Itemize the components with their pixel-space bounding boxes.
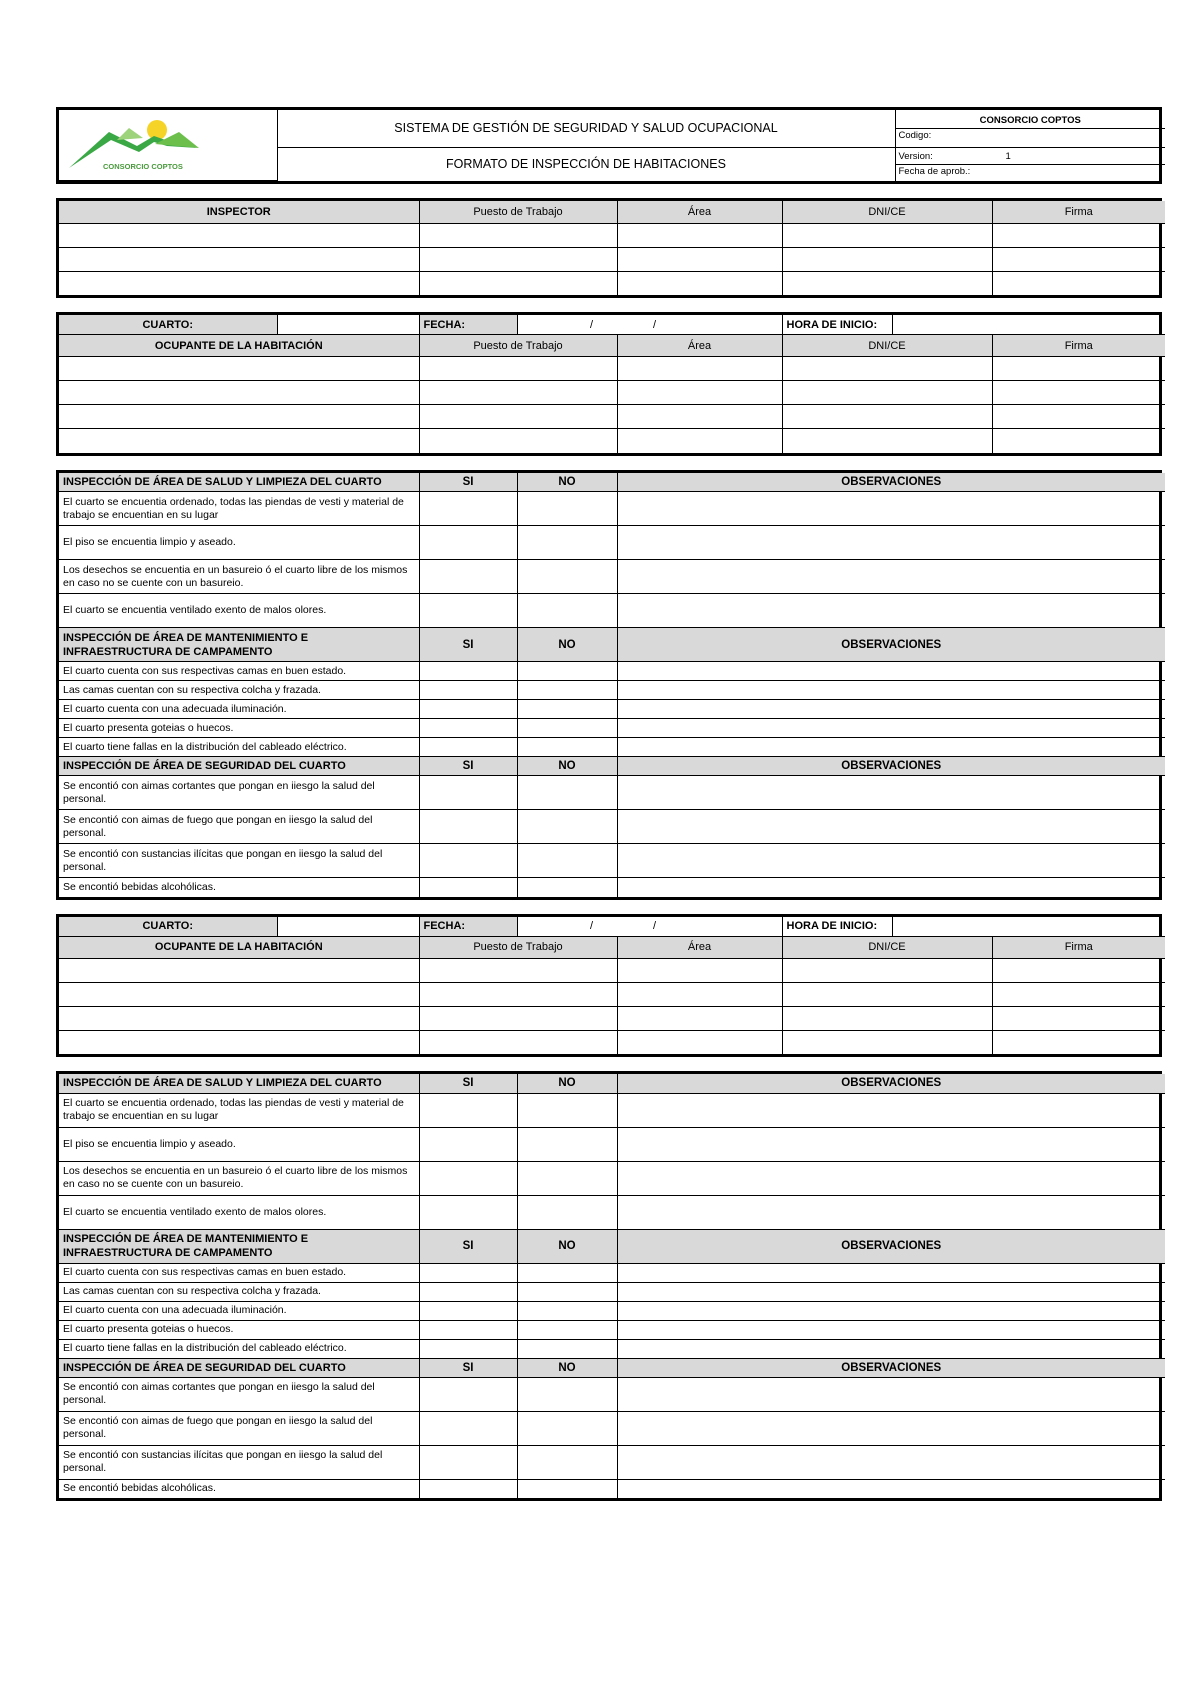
puesto-cell[interactable] (419, 381, 617, 405)
checklist-row (59, 1195, 1165, 1229)
col-firma: Firma (992, 335, 1165, 357)
fecha-input[interactable] (517, 917, 782, 936)
obs-cell[interactable] (617, 1282, 1165, 1301)
no-header: NO (517, 757, 617, 776)
date-separator: / (589, 920, 594, 932)
si-cell[interactable] (419, 594, 517, 628)
checklist-question: El cuarto se encuentia ventilado exento de malos olores. (59, 594, 419, 628)
si-cell[interactable] (419, 1127, 517, 1161)
obs-cell[interactable] (617, 1339, 1165, 1358)
date-separator: / (589, 318, 594, 331)
checklist-row (59, 776, 1165, 810)
fecha-label: FECHA: (419, 917, 517, 936)
table-row (59, 247, 1165, 271)
no-cell[interactable] (517, 1377, 617, 1411)
salud-section-title: INSPECCIÓN DE ÁREA DE SALUD Y LIMPIEZA DEL CUARTO (59, 473, 419, 492)
checklist-question: Se encontió con aimas cortantes que pongan en iiesgo la salud del personal. (59, 1377, 419, 1411)
mantenimiento-section-title: INSPECCIÓN DE ÁREA DE MANTENIMIENTO E INFRAESTRUCTURA DE CAMPAMENTO (59, 1229, 419, 1263)
si-cell[interactable] (419, 1282, 517, 1301)
col-area: Área (617, 201, 782, 223)
inspector-name-cell[interactable] (59, 223, 419, 247)
format-title: FORMATO DE INSPECCIÓN DE HABITACIONES (277, 147, 895, 180)
area-cell[interactable] (617, 405, 782, 429)
puesto-cell[interactable] (419, 405, 617, 429)
no-cell[interactable] (517, 1093, 617, 1127)
col-firma: Firma (992, 201, 1165, 223)
dni-cell[interactable] (782, 405, 992, 429)
obs-cell[interactable] (617, 526, 1165, 560)
obs-cell[interactable] (617, 662, 1165, 681)
cuarto-label: CUARTO: (59, 315, 277, 334)
col-ocupante: OCUPANTE DE LA HABITACIÓN (59, 936, 419, 958)
no-header: NO (517, 1229, 617, 1263)
checklist-row (59, 492, 1165, 526)
checklist-row (59, 700, 1165, 719)
obs-header: OBSERVACIONES (617, 473, 1165, 492)
firma-cell[interactable] (992, 1006, 1165, 1030)
checklist-row (59, 1320, 1165, 1339)
no-cell[interactable] (517, 810, 617, 844)
obs-cell[interactable] (617, 719, 1165, 738)
hora-input[interactable] (892, 917, 1165, 936)
no-cell[interactable] (517, 1282, 617, 1301)
si-header: SI (419, 1074, 517, 1093)
checklist-row (59, 594, 1165, 628)
si-header: SI (419, 628, 517, 662)
si-cell[interactable] (419, 1320, 517, 1339)
no-cell[interactable] (517, 878, 617, 897)
col-ocupante: OCUPANTE DE LA HABITACIÓN (59, 335, 419, 357)
checklist-question: El cuarto tiene fallas en la distribución del cableado eléctrico. (59, 1339, 419, 1358)
meta-block-top (895, 110, 1165, 147)
table-row (59, 1006, 1165, 1030)
seguridad-section-title: INSPECCIÓN DE ÁREA DE SEGURIDAD DEL CUARTO (59, 1358, 419, 1377)
obs-cell[interactable] (617, 1195, 1165, 1229)
mantenimiento-section-title: INSPECCIÓN DE ÁREA DE MANTENIMIENTO E INFRAESTRUCTURA DE CAMPAMENTO (59, 628, 419, 662)
puesto-cell[interactable] (419, 247, 617, 271)
checklist-question: El cuarto cuenta con sus respectivas camas en buen estado. (59, 1263, 419, 1282)
checklist-question: Se encontió con aimas de fuego que pongan en iiesgo la salud del personal. (59, 810, 419, 844)
dni-cell[interactable] (782, 271, 992, 295)
table-row (59, 381, 1165, 405)
dni-cell[interactable] (782, 357, 992, 381)
checklist-question: El cuarto cuenta con una adecuada iluminación. (59, 1301, 419, 1320)
checklist-question: El cuarto se encuentia ordenado, todas las piendas de vesti y material de trabajo se encuentian en su lugar (59, 1093, 419, 1127)
puesto-cell[interactable] (419, 1030, 617, 1054)
si-cell[interactable] (419, 878, 517, 897)
cuarto-input[interactable] (277, 315, 419, 334)
table-row (59, 429, 1165, 453)
date-separator: / (653, 920, 657, 932)
firma-cell[interactable] (992, 247, 1165, 271)
si-cell[interactable] (419, 1263, 517, 1282)
obs-cell[interactable] (617, 810, 1165, 844)
firma-cell[interactable] (992, 958, 1165, 982)
obs-cell[interactable] (617, 681, 1165, 700)
checklist-row (59, 1301, 1165, 1320)
table-row (59, 958, 1165, 982)
obs-cell[interactable] (617, 492, 1165, 526)
obs-header: OBSERVACIONES (617, 757, 1165, 776)
si-cell[interactable] (419, 1445, 517, 1479)
firma-cell[interactable] (992, 982, 1165, 1006)
table-row (59, 271, 1165, 295)
fecha-input[interactable] (517, 315, 782, 334)
no-header: NO (517, 473, 617, 492)
si-cell[interactable] (419, 1093, 517, 1127)
checklist-row (59, 719, 1165, 738)
firma-cell[interactable] (992, 405, 1165, 429)
obs-header: OBSERVACIONES (617, 1358, 1165, 1377)
no-cell[interactable] (517, 738, 617, 757)
si-header: SI (419, 473, 517, 492)
checklist-row (59, 844, 1165, 878)
area-cell[interactable] (617, 223, 782, 247)
obs-cell[interactable] (617, 560, 1165, 594)
checklist-question: El cuarto se encuentia ordenado, todas las piendas de vesti y material de trabajo se encuentian en su lugar (59, 492, 419, 526)
table-row (59, 357, 1165, 381)
ocupante-cell[interactable] (59, 1006, 419, 1030)
checklist-question: Los desechos se encuentia en un basureio ó el cuarto libre de los mismos en caso no se cuente con un basureio. (59, 1161, 419, 1195)
checklist-row (59, 1411, 1165, 1445)
si-header: SI (419, 1229, 517, 1263)
puesto-cell[interactable] (419, 982, 617, 1006)
no-header: NO (517, 628, 617, 662)
si-cell[interactable] (419, 681, 517, 700)
no-header: NO (517, 1074, 617, 1093)
date-separator: / (653, 318, 657, 331)
dni-cell[interactable] (782, 958, 992, 982)
obs-cell[interactable] (617, 1445, 1165, 1479)
firma-cell[interactable] (992, 381, 1165, 405)
checklist-block-1 (56, 470, 1162, 900)
no-cell[interactable] (517, 719, 617, 738)
checklist-row (59, 878, 1165, 897)
col-area: Área (617, 335, 782, 357)
si-cell[interactable] (419, 810, 517, 844)
puesto-cell[interactable] (419, 223, 617, 247)
version-value: 1 (1005, 150, 1011, 162)
si-cell[interactable] (419, 560, 517, 594)
approval-label: Fecha de aprob.: (896, 164, 1166, 179)
area-cell[interactable] (617, 357, 782, 381)
no-cell[interactable] (517, 844, 617, 878)
si-cell[interactable] (419, 1195, 517, 1229)
version-label: Version: (898, 150, 933, 162)
dni-cell[interactable] (782, 1030, 992, 1054)
col-dni: DNI/CE (782, 201, 992, 223)
ocupante-cell[interactable] (59, 982, 419, 1006)
area-cell[interactable] (617, 982, 782, 1006)
firma-cell[interactable] (992, 1030, 1165, 1054)
no-cell[interactable] (517, 594, 617, 628)
obs-header: OBSERVACIONES (617, 1074, 1165, 1093)
ocupante-cell[interactable] (59, 381, 419, 405)
no-cell[interactable] (517, 1411, 617, 1445)
checklist-row (59, 662, 1165, 681)
obs-cell[interactable] (617, 1301, 1165, 1320)
checklist-row (59, 738, 1165, 757)
si-cell[interactable] (419, 719, 517, 738)
checklist-row (59, 1263, 1165, 1282)
code-label: Codigo: (898, 129, 932, 141)
checklist-row (59, 1127, 1165, 1161)
inspector-name-cell[interactable] (59, 271, 419, 295)
table-row (59, 982, 1165, 1006)
hora-label: HORA DE INICIO: (782, 917, 892, 936)
no-cell[interactable] (517, 700, 617, 719)
col-puesto: Puesto de Trabajo (419, 201, 617, 223)
dni-cell[interactable] (782, 982, 992, 1006)
si-cell[interactable] (419, 1161, 517, 1195)
inspector-table (56, 198, 1162, 298)
firma-cell[interactable] (992, 429, 1165, 453)
no-cell[interactable] (517, 662, 617, 681)
puesto-cell[interactable] (419, 958, 617, 982)
puesto-cell[interactable] (419, 271, 617, 295)
obs-header: OBSERVACIONES (617, 628, 1165, 662)
hora-label: HORA DE INICIO: (782, 315, 892, 334)
checklist-question: Se encontió con sustancias ilícitas que pongan en iiesgo la salud del personal. (59, 844, 419, 878)
no-cell[interactable] (517, 526, 617, 560)
checklist-question: El cuarto se encuentia ventilado exento de malos olores. (59, 1195, 419, 1229)
no-cell[interactable] (517, 1161, 617, 1195)
no-cell[interactable] (517, 1479, 617, 1498)
firma-cell[interactable] (992, 223, 1165, 247)
table-row (59, 1030, 1165, 1054)
obs-cell[interactable] (617, 1377, 1165, 1411)
si-cell[interactable] (419, 1339, 517, 1358)
col-puesto: Puesto de Trabajo (419, 335, 617, 357)
checklist-question: El piso se encuentia limpio y aseado. (59, 1127, 419, 1161)
no-header: NO (517, 1358, 617, 1377)
fecha-label: FECHA: (419, 315, 517, 334)
checklist-question: El cuarto cuenta con sus respectivas camas en buen estado. (59, 662, 419, 681)
checklist-question: Se encontió con sustancias ilícitas que pongan en iiesgo la salud del personal. (59, 1445, 419, 1479)
obs-cell[interactable] (617, 1161, 1165, 1195)
checklist-question: Las camas cuentan con su respectiva colcha y frazada. (59, 1282, 419, 1301)
no-cell[interactable] (517, 681, 617, 700)
checklist-row (59, 1093, 1165, 1127)
room-block-1 (56, 312, 1162, 456)
puesto-cell[interactable] (419, 357, 617, 381)
checklist-row (59, 810, 1165, 844)
checklist-question: Se encontió con aimas de fuego que pongan en iiesgo la salud del personal. (59, 1411, 419, 1445)
checklist-question: Las camas cuentan con su respectiva colcha y frazada. (59, 681, 419, 700)
no-cell[interactable] (517, 1127, 617, 1161)
col-dni: DNI/CE (782, 335, 992, 357)
si-cell[interactable] (419, 1301, 517, 1320)
table-row (59, 223, 1165, 247)
checklist-row (59, 1282, 1165, 1301)
col-area: Área (617, 936, 782, 958)
dni-cell[interactable] (782, 429, 992, 453)
checklist-question: El piso se encuentia limpio y aseado. (59, 526, 419, 560)
no-cell[interactable] (517, 560, 617, 594)
obs-cell[interactable] (617, 878, 1165, 897)
obs-cell[interactable] (617, 776, 1165, 810)
area-cell[interactable] (617, 247, 782, 271)
no-cell[interactable] (517, 1320, 617, 1339)
system-title: SISTEMA DE GESTIÓN DE SEGURIDAD Y SALUD OCUPACIONAL (277, 110, 895, 147)
si-cell[interactable] (419, 738, 517, 757)
si-cell[interactable] (419, 700, 517, 719)
dni-cell[interactable] (782, 1006, 992, 1030)
table-row (59, 405, 1165, 429)
checklist-question: Los desechos se encuentia en un basureio ó el cuarto libre de los mismos en caso no se cuente con un basureio. (59, 560, 419, 594)
obs-cell[interactable] (617, 1093, 1165, 1127)
obs-cell[interactable] (617, 1411, 1165, 1445)
si-cell[interactable] (419, 526, 517, 560)
checklist-question: Se encontió bebidas alcohólicas. (59, 1479, 419, 1498)
checklist-row (59, 1339, 1165, 1358)
checklist-row (59, 1161, 1165, 1195)
obs-cell[interactable] (617, 1320, 1165, 1339)
version-row (896, 150, 1166, 165)
si-cell[interactable] (419, 1411, 517, 1445)
inspection-form (56, 107, 1162, 1501)
obs-cell[interactable] (617, 1263, 1165, 1282)
col-dni: DNI/CE (782, 936, 992, 958)
no-cell[interactable] (517, 492, 617, 526)
seguridad-section-title: INSPECCIÓN DE ÁREA DE SEGURIDAD DEL CUARTO (59, 757, 419, 776)
puesto-cell[interactable] (419, 429, 617, 453)
checklist-question: El cuarto presenta goteias o huecos. (59, 1320, 419, 1339)
cuarto-label: CUARTO: (59, 917, 277, 936)
obs-cell[interactable] (617, 1479, 1165, 1498)
no-cell[interactable] (517, 1339, 617, 1358)
no-cell[interactable] (517, 1195, 617, 1229)
checklist-question: Se encontió bebidas alcohólicas. (59, 878, 419, 897)
area-cell[interactable] (617, 958, 782, 982)
si-cell[interactable] (419, 662, 517, 681)
checklist-row (59, 560, 1165, 594)
no-cell[interactable] (517, 1301, 617, 1320)
obs-cell[interactable] (617, 1127, 1165, 1161)
area-cell[interactable] (617, 1006, 782, 1030)
checklist-question: El cuarto tiene fallas en la distribución del cableado eléctrico. (59, 738, 419, 757)
firma-cell[interactable] (992, 271, 1165, 295)
salud-section-title: INSPECCIÓN DE ÁREA DE SALUD Y LIMPIEZA DEL CUARTO (59, 1074, 419, 1093)
si-cell[interactable] (419, 844, 517, 878)
inspector-name-cell[interactable] (59, 247, 419, 271)
area-cell[interactable] (617, 429, 782, 453)
dni-cell[interactable] (782, 247, 992, 271)
dni-cell[interactable] (782, 223, 992, 247)
no-cell[interactable] (517, 1445, 617, 1479)
no-cell[interactable] (517, 1263, 617, 1282)
firma-cell[interactable] (992, 357, 1165, 381)
company-logo (59, 110, 277, 181)
cuarto-input[interactable] (277, 917, 419, 936)
checklist-block-2 (56, 1071, 1162, 1501)
ocupante-cell[interactable] (59, 1030, 419, 1054)
ocupante-cell[interactable] (59, 429, 419, 453)
ocupante-cell[interactable] (59, 357, 419, 381)
dni-cell[interactable] (782, 381, 992, 405)
meta-block-bottom (895, 147, 1165, 180)
checklist-question: El cuarto presenta goteias o huecos. (59, 719, 419, 738)
puesto-cell[interactable] (419, 1006, 617, 1030)
si-cell[interactable] (419, 492, 517, 526)
area-cell[interactable] (617, 1030, 782, 1054)
obs-cell[interactable] (617, 700, 1165, 719)
area-cell[interactable] (617, 381, 782, 405)
col-inspector: INSPECTOR (59, 201, 419, 223)
area-cell[interactable] (617, 271, 782, 295)
checklist-row (59, 681, 1165, 700)
si-cell[interactable] (419, 1377, 517, 1411)
si-header: SI (419, 1358, 517, 1377)
obs-header: OBSERVACIONES (617, 1229, 1165, 1263)
obs-cell[interactable] (617, 738, 1165, 757)
checklist-row (59, 1377, 1165, 1411)
ocupante-cell[interactable] (59, 405, 419, 429)
checklist-question: Se encontió con aimas cortantes que pongan en iiesgo la salud del personal. (59, 776, 419, 810)
col-firma: Firma (992, 936, 1165, 958)
checklist-row (59, 526, 1165, 560)
checklist-question: El cuarto cuenta con una adecuada iluminación. (59, 700, 419, 719)
col-puesto: Puesto de Trabajo (419, 936, 617, 958)
no-cell[interactable] (517, 776, 617, 810)
hora-input[interactable] (892, 315, 1165, 334)
company-name: CONSORCIO COPTOS (896, 114, 1166, 129)
logo-text: CONSORCIO COPTOS (103, 162, 183, 171)
si-cell[interactable] (419, 1479, 517, 1498)
form-header (56, 107, 1162, 184)
si-header: SI (419, 757, 517, 776)
si-cell[interactable] (419, 776, 517, 810)
checklist-row (59, 1445, 1165, 1479)
obs-cell[interactable] (617, 594, 1165, 628)
room-block-2 (56, 914, 1162, 1058)
obs-cell[interactable] (617, 844, 1165, 878)
ocupante-cell[interactable] (59, 958, 419, 982)
checklist-row (59, 1479, 1165, 1498)
